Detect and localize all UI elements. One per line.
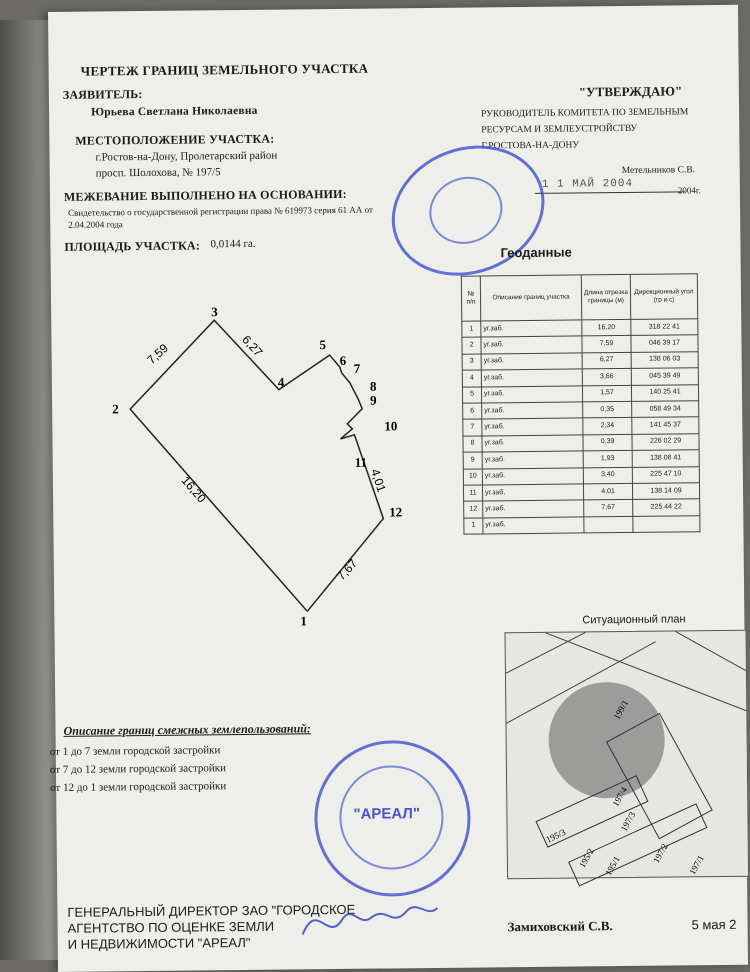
geodata-col-num: № п/п bbox=[461, 276, 480, 321]
situation-block-3 bbox=[569, 804, 707, 886]
point-label-10: 10 bbox=[384, 418, 398, 434]
approval-heading: "УТВЕРЖДАЮ" bbox=[578, 83, 683, 100]
geodata-cell-angle: 138 14 09 bbox=[632, 483, 699, 500]
geodata-cell-len: 3,66 bbox=[582, 369, 631, 386]
point-label-6: 6 bbox=[339, 352, 347, 368]
geodata-cell-n: 3 bbox=[462, 354, 481, 371]
approval-line3: Г.РОСТОВА-НА-ДОНУ bbox=[481, 140, 580, 152]
basis-line1: Свидетельство о государственной регистрации права № 619973 серия 61 АА от bbox=[68, 204, 373, 218]
approval-signer: Метельников С.В. bbox=[621, 165, 696, 177]
area-value: 0,0144 га. bbox=[210, 237, 256, 251]
seal-emblem-icon bbox=[420, 166, 512, 254]
document-title: ЧЕРТЕЖ ГРАНИЦ ЗЕМЕЛЬНОГО УЧАСТКА bbox=[80, 60, 369, 79]
adjacent-line-1: от 1 до 7 земли городской застройки bbox=[49, 744, 221, 759]
geodata-cell-n: 2 bbox=[462, 337, 481, 354]
geodata-cell-angle: 138 06 03 bbox=[631, 351, 698, 368]
geodata-cell-n: 12 bbox=[464, 501, 483, 518]
situation-label-7: 195/1 bbox=[603, 854, 622, 878]
situation-highlight-circle bbox=[548, 682, 665, 799]
approval-signature-line bbox=[535, 191, 685, 194]
approval-line2: РЕСУРСАМ И ЗЕМЛЕУСТРОЙСТВУ bbox=[481, 123, 638, 136]
approval-year: 2004г. bbox=[677, 185, 701, 196]
area-label: ПЛОЩАДЬ УЧАСТКА: bbox=[64, 238, 201, 254]
point-label-9: 9 bbox=[370, 392, 377, 408]
signature-scribble bbox=[297, 888, 448, 950]
geodata-cell-n: 6 bbox=[463, 403, 482, 420]
geodata-body bbox=[462, 319, 700, 535]
geodata-cell-desc: уг.заб. bbox=[481, 336, 582, 353]
segment-label-1-2: 16,20 bbox=[178, 473, 209, 506]
geodata-cell-n: 10 bbox=[463, 468, 482, 485]
segment-label-11-12: 4,01 bbox=[367, 467, 389, 494]
situation-title: Ситуационный план bbox=[582, 613, 686, 627]
point-label-4: 4 bbox=[277, 374, 285, 390]
footer-line1: ГЕНЕРАЛЬНЫЙ ДИРЕКТОР ЗАО "ГОРОДСКОЕ bbox=[67, 901, 356, 920]
footer-line2: АГЕНТСТВО ПО ОЦЕНКЕ ЗЕМЛИ bbox=[67, 918, 275, 936]
situation-label-6: 197/2 bbox=[650, 841, 670, 865]
basis-line2: 2.04.2004 года bbox=[68, 219, 123, 230]
seal-center-text: "АРЕАЛ" bbox=[353, 805, 421, 823]
geodata-cell-n: 4 bbox=[462, 370, 481, 387]
geodata-cell-angle bbox=[633, 515, 700, 532]
geodata-cell-len: 0,39 bbox=[583, 434, 632, 451]
approval-date-stamp: 1 1 МАЙ 2004 bbox=[541, 177, 634, 191]
footer-signer: Замиховский С.В. bbox=[507, 918, 613, 935]
geodata-cell-desc: уг.заб. bbox=[483, 517, 584, 534]
geodata-col-len: Длина отрезка границы (м) bbox=[581, 274, 630, 320]
geodata-cell-len: 6,27 bbox=[582, 352, 631, 369]
situation-label-4: 195/3 bbox=[544, 826, 568, 845]
geodata-cell-desc: уг.заб. bbox=[481, 353, 582, 370]
geodata-cell-angle: 225 47 10 bbox=[632, 466, 699, 483]
geodata-col-desc: Описание границ участка bbox=[480, 275, 581, 321]
situation-label-5: 195/2 bbox=[577, 846, 596, 870]
geodata-cell-desc: уг.заб. bbox=[482, 467, 583, 484]
geodata-cell-len: 1,57 bbox=[582, 385, 631, 402]
point-label-1: 1 bbox=[300, 613, 307, 629]
geodata-cell-len: 0,35 bbox=[583, 401, 632, 418]
point-label-7: 7 bbox=[353, 360, 361, 376]
basis-label: МЕЖЕВАНИЕ ВЫПОЛНЕНО НА ОСНОВАНИИ: bbox=[63, 186, 347, 204]
geodata-cell-desc: уг.заб. bbox=[482, 402, 583, 419]
geodata-cell-angle: 046 39 17 bbox=[631, 335, 698, 352]
applicant-label: ЗАЯВИТЕЛЬ: bbox=[62, 87, 143, 102]
point-label-5: 5 bbox=[319, 337, 327, 353]
geodata-cell-len: 3,40 bbox=[583, 467, 632, 484]
geodata-cell-angle: 058 49 34 bbox=[632, 401, 699, 418]
point-label-8: 8 bbox=[369, 378, 377, 394]
geodata-cell-desc: уг.заб. bbox=[481, 320, 582, 337]
geodata-cell-desc: уг.заб. bbox=[482, 484, 583, 501]
geodata-cell-len bbox=[584, 516, 633, 533]
geodata-cell-n: 1 bbox=[464, 518, 483, 535]
situation-map-drawing bbox=[506, 631, 749, 878]
geodata-cell-n: 1 bbox=[462, 321, 481, 338]
adjacent-line-3: от 12 до 1 земли городской застройки bbox=[50, 780, 227, 795]
geodata-cell-desc: уг.заб. bbox=[483, 500, 584, 517]
geodata-cell-n: 5 bbox=[462, 387, 481, 404]
geodata-cell-len: 7,59 bbox=[582, 336, 631, 353]
applicant-name: Юрьева Светлана Николаевна bbox=[90, 104, 258, 119]
segment-label-2-3: 7,59 bbox=[144, 341, 171, 368]
footer-line3: И НЕДВИЖИМОСТИ "АРЕАЛ" bbox=[67, 934, 251, 952]
geodata-cell-len: 16,20 bbox=[582, 319, 631, 336]
point-label-11: 11 bbox=[354, 454, 368, 470]
geodata-cell-desc: уг.заб. bbox=[481, 369, 582, 386]
geodata-header-row bbox=[461, 274, 697, 321]
point-label-3: 3 bbox=[211, 304, 218, 320]
geodata-row bbox=[464, 515, 700, 534]
point-label-12: 12 bbox=[389, 504, 403, 520]
segment-label-12-1: 7,67 bbox=[333, 556, 361, 584]
geodata-cell-angle: 138 08 41 bbox=[632, 450, 699, 467]
geodata-cell-n: 8 bbox=[463, 436, 482, 453]
geodata-cell-desc: уг.заб. bbox=[482, 418, 583, 435]
geodata-cell-n: 11 bbox=[463, 485, 482, 502]
company-seal bbox=[314, 740, 472, 898]
geodata-col-angle: Дирекционный угол (гр и с) bbox=[630, 274, 697, 320]
location-line1: г.Ростов-на-Дону, Пролетарский район bbox=[95, 149, 278, 164]
geodata-cell-angle: 226 02 29 bbox=[632, 433, 699, 450]
approval-line1: РУКОВОДИТЕЛЬ КОМИТЕТА ПО ЗЕМЕЛЬНЫМ bbox=[481, 107, 689, 120]
geodata-table bbox=[461, 273, 701, 535]
adjacent-line-2: от 7 до 12 земли городской застройки bbox=[49, 762, 227, 777]
situation-map bbox=[505, 630, 750, 880]
adjacent-heading: Описание границ смежных землепользований: bbox=[63, 721, 311, 738]
situation-label-1: 199/1 bbox=[611, 698, 631, 722]
geodata-cell-n: 9 bbox=[463, 452, 482, 469]
geodata-cell-len: 7,67 bbox=[584, 500, 633, 517]
geodata-cell-desc: уг.заб. bbox=[482, 451, 583, 468]
location-label: МЕСТОПОЛОЖЕНИЕ УЧАСТКА: bbox=[75, 131, 275, 148]
situation-label-2: 197/4 bbox=[610, 785, 630, 809]
segment-label-3-4: 6,27 bbox=[239, 332, 266, 360]
geodata-cell-angle: 045 39 49 bbox=[631, 368, 698, 385]
geodata-cell-angle: 141 45 37 bbox=[632, 417, 699, 434]
geodata-cell-desc: уг.заб. bbox=[482, 435, 583, 452]
location-line2: просп. Шолохова, № 197/5 bbox=[95, 166, 221, 180]
geodata-cell-angle: 318 22 41 bbox=[631, 319, 698, 336]
geodata-cell-n: 7 bbox=[463, 419, 482, 436]
geodata-title: Геоданные bbox=[500, 244, 572, 261]
situation-label-8: 197/1 bbox=[687, 853, 706, 877]
geodata-cell-angle: 140 25 41 bbox=[631, 384, 698, 401]
geodata-cell-len: 1,93 bbox=[583, 451, 632, 468]
boundary-plan bbox=[91, 288, 455, 632]
document-page bbox=[48, 5, 748, 972]
geodata-cell-len: 4,01 bbox=[583, 483, 632, 500]
situation-label-3: 197/3 bbox=[618, 810, 638, 833]
footer-date: 5 мая 2 bbox=[691, 916, 737, 933]
geodata-cell-len: 2,34 bbox=[583, 418, 632, 435]
point-label-2: 2 bbox=[112, 401, 119, 417]
geodata-cell-angle: 225 44 22 bbox=[633, 499, 700, 516]
geodata-cell-desc: уг.заб. bbox=[481, 385, 582, 402]
